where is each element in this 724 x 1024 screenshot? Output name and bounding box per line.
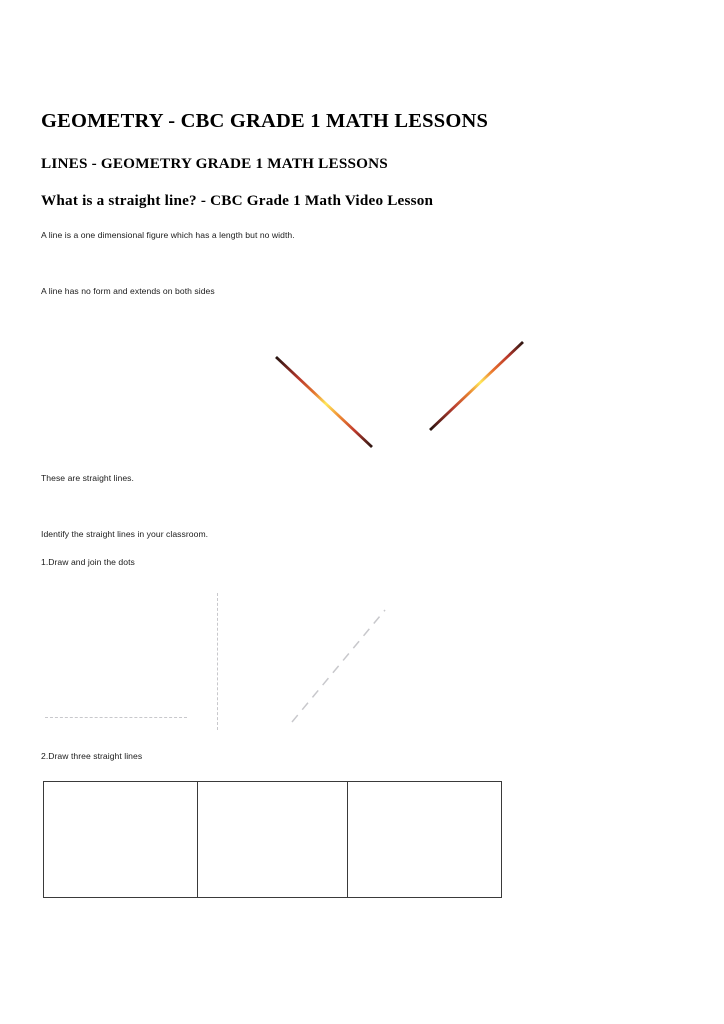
table-row [44, 782, 502, 898]
answer-cell-1[interactable] [44, 782, 198, 898]
lesson-heading: What is a straight line? - CBC Grade 1 Math Video Lesson [41, 192, 434, 209]
section-subtitle: LINES - GEOMETRY GRADE 1 MATH LESSONS [41, 155, 388, 172]
answer-cell-2[interactable] [198, 782, 348, 898]
page-title: GEOMETRY - CBC GRADE 1 MATH LESSONS [41, 110, 489, 132]
definition-paragraph: A line is a one dimensional figure which has a length but no width. [41, 230, 295, 240]
dashed-vertical-guide [217, 593, 218, 730]
diagonal-up-straight-line [430, 342, 523, 430]
identify-instruction: Identify the straight lines in your classroom. [41, 529, 209, 539]
form-paragraph: A line has no form and extends on both sides [41, 286, 215, 296]
lines-caption: These are straight lines. [41, 473, 134, 483]
answer-table [43, 781, 502, 898]
exercise-2-label: 2.Draw three straight lines [41, 751, 143, 761]
dashed-horizontal-guide [45, 717, 187, 718]
dashed-diagonal-guide [285, 602, 393, 730]
exercise-1-label: 1.Draw and join the dots [41, 557, 135, 567]
answer-cell-3[interactable] [348, 782, 502, 898]
diagonal-down-straight-line [276, 357, 372, 447]
